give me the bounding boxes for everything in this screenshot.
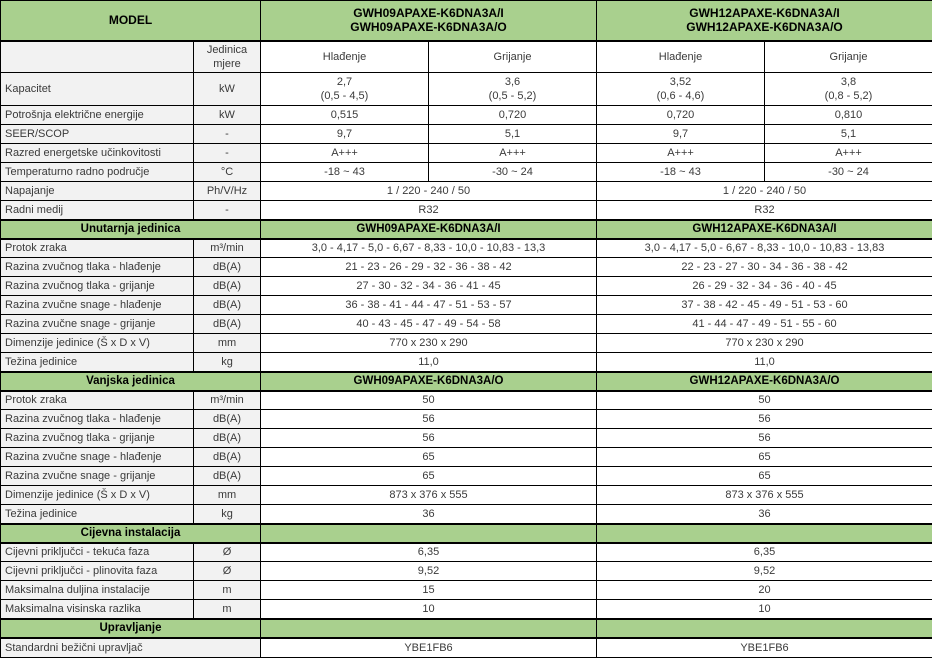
value-cell: 3,0 - 4,17 - 5,0 - 6,67 - 8,33 - 10,0 - 10,83 - 13,83 xyxy=(597,239,932,258)
value-cell: 65 xyxy=(597,448,932,467)
row-label: Razina zvučnog tlaka - grijanje xyxy=(1,277,194,296)
spec-row xyxy=(1,638,932,658)
spec-row xyxy=(1,391,932,410)
unit-cell: dB(A) xyxy=(194,429,261,448)
mode-header-row xyxy=(1,41,932,73)
unit-cell: kg xyxy=(194,505,261,524)
value-cell: 36 - 38 - 41 - 44 - 47 - 51 - 53 - 57 xyxy=(261,296,597,315)
unit-cell: m³/min xyxy=(194,391,261,410)
value-cell: A+++ xyxy=(765,144,932,163)
value-cell xyxy=(429,73,597,106)
spec-row xyxy=(1,296,932,315)
spec-row xyxy=(1,543,932,562)
row-label: Razina zvučne snage - hlađenje xyxy=(1,448,194,467)
unit-cell: dB(A) xyxy=(194,467,261,486)
section-label: Unutarnja jedinica xyxy=(1,220,261,239)
value-cell: 873 x 376 x 555 xyxy=(261,486,597,505)
section-model-title: GWH12APAXE-K6DNA3A/O xyxy=(597,372,932,391)
value-cell xyxy=(261,73,429,106)
spec-row xyxy=(1,505,932,524)
value-cell: 11,0 xyxy=(597,353,932,372)
value-cell: A+++ xyxy=(597,144,765,163)
section-row-outdoor xyxy=(1,372,932,391)
spec-row xyxy=(1,182,932,201)
spec-row xyxy=(1,353,932,372)
unit-cell: mm xyxy=(194,486,261,505)
unit-cell: - xyxy=(194,144,261,163)
row-label: Razina zvučne snage - grijanje xyxy=(1,315,194,334)
value-cell: 56 xyxy=(261,429,597,448)
row-label: Temperaturno radno područje xyxy=(1,163,194,182)
value-cell: A+++ xyxy=(429,144,597,163)
row-label: Napajanje xyxy=(1,182,194,201)
value-cell: 6,35 xyxy=(597,543,932,562)
value-cell: 40 - 43 - 45 - 47 - 49 - 54 - 58 xyxy=(261,315,597,334)
row-label: SEER/SCOP xyxy=(1,125,194,144)
value-cell: 50 xyxy=(261,391,597,410)
value-cell xyxy=(597,73,765,106)
unit-cell: Ph/V/Hz xyxy=(194,182,261,201)
row-label: Dimenzije jedinice (Š x D x V) xyxy=(1,334,194,353)
spec-row xyxy=(1,125,932,144)
value-cell: 9,52 xyxy=(261,562,597,581)
unit-cell: m xyxy=(194,600,261,619)
capacity-value: 3,52 xyxy=(599,75,762,89)
mode-cell: Hlađenje xyxy=(261,41,429,73)
row-label: Potrošnja električne energije xyxy=(1,106,194,125)
value-cell: 65 xyxy=(261,467,597,486)
value-cell: 770 x 230 x 290 xyxy=(261,334,597,353)
value-cell: 20 xyxy=(597,581,932,600)
unit-cell: - xyxy=(194,125,261,144)
value-cell: 1 / 220 - 240 / 50 xyxy=(261,182,597,201)
row-label: Radni medij xyxy=(1,201,194,220)
row-label: Maksimalna visinska razlika xyxy=(1,600,194,619)
mode-cell: Grijanje xyxy=(765,41,932,73)
unit-cell: Ø xyxy=(194,543,261,562)
value-cell: 0,810 xyxy=(765,106,932,125)
unit-cell: dB(A) xyxy=(194,277,261,296)
spec-row xyxy=(1,144,932,163)
row-label: Cijevni priključci - plinovita faza xyxy=(1,562,194,581)
value-cell: 22 - 23 - 27 - 30 - 34 - 36 - 38 - 42 xyxy=(597,258,932,277)
unit-cell: m³/min xyxy=(194,239,261,258)
spec-row xyxy=(1,334,932,353)
spec-row xyxy=(1,201,932,220)
value-cell: 770 x 230 x 290 xyxy=(597,334,932,353)
value-cell: A+++ xyxy=(261,144,429,163)
unit-cell: - xyxy=(194,201,261,220)
value-cell: 1 / 220 - 240 / 50 xyxy=(597,182,932,201)
value-cell: 0,720 xyxy=(429,106,597,125)
section-row-piping xyxy=(1,524,932,543)
value-cell: 26 - 29 - 32 - 34 - 36 - 40 - 45 xyxy=(597,277,932,296)
spec-row xyxy=(1,562,932,581)
value-cell: YBE1FB6 xyxy=(597,638,932,658)
capacity-range: (0,6 - 4,6) xyxy=(599,89,762,103)
value-cell: R32 xyxy=(597,201,932,220)
row-label: Razina zvučnog tlaka - hlađenje xyxy=(1,258,194,277)
unit-cell: m xyxy=(194,581,261,600)
value-cell: 27 - 30 - 32 - 34 - 36 - 41 - 45 xyxy=(261,277,597,296)
spec-row-capacity xyxy=(1,73,932,106)
value-cell xyxy=(765,73,932,106)
section-label: Cijevna instalacija xyxy=(1,524,261,543)
unit-cell: kW xyxy=(194,106,261,125)
unit-cell: Ø xyxy=(194,562,261,581)
row-label: Dimenzije jedinice (Š x D x V) xyxy=(1,486,194,505)
section-model-title: GWH09APAXE-K6DNA3A/O xyxy=(261,372,597,391)
section-label: Vanjska jedinica xyxy=(1,372,261,391)
unit-cell: mm xyxy=(194,334,261,353)
value-cell: 56 xyxy=(261,410,597,429)
value-cell: 21 - 23 - 26 - 29 - 32 - 36 - 38 - 42 xyxy=(261,258,597,277)
spec-row xyxy=(1,448,932,467)
unit-cell: dB(A) xyxy=(194,410,261,429)
value-cell: -30 ~ 24 xyxy=(765,163,932,182)
spec-row xyxy=(1,163,932,182)
value-cell: 56 xyxy=(597,429,932,448)
section-spacer-cell xyxy=(597,619,932,638)
row-label: Protok zraka xyxy=(1,391,194,410)
model-2-name-cell xyxy=(597,1,932,41)
row-label: Razina zvučne snage - hlađenje xyxy=(1,296,194,315)
unit-cell: dB(A) xyxy=(194,448,261,467)
value-cell: -18 ~ 43 xyxy=(597,163,765,182)
value-cell: 41 - 44 - 47 - 49 - 51 - 55 - 60 xyxy=(597,315,932,334)
section-label: Upravljanje xyxy=(1,619,261,638)
model-1-outdoor-name: GWH09APAXE-K6DNA3A/O xyxy=(263,20,594,34)
value-cell: 10 xyxy=(597,600,932,619)
section-spacer-cell xyxy=(261,619,597,638)
value-cell: 15 xyxy=(261,581,597,600)
value-cell: 873 x 376 x 555 xyxy=(597,486,932,505)
capacity-value: 3,8 xyxy=(767,75,930,89)
model-2-outdoor-name: GWH12APAXE-K6DNA3A/O xyxy=(599,20,930,34)
spec-row xyxy=(1,486,932,505)
value-cell: 9,7 xyxy=(597,125,765,144)
row-label: Razina zvučnog tlaka - grijanje xyxy=(1,429,194,448)
value-cell: 3,0 - 4,17 - 5,0 - 6,67 - 8,33 - 10,0 - 10,83 - 13,3 xyxy=(261,239,597,258)
model-1-name-cell xyxy=(261,1,597,41)
unit-cell: °C xyxy=(194,163,261,182)
row-label: Razina zvučne snage - grijanje xyxy=(1,467,194,486)
value-cell: -30 ~ 24 xyxy=(429,163,597,182)
row-label: Težina jedinice xyxy=(1,505,194,524)
spec-row xyxy=(1,239,932,258)
capacity-range: (0,8 - 5,2) xyxy=(767,89,930,103)
model-header-label: MODEL xyxy=(1,1,261,41)
unit-header-cell: Jedinica mjere xyxy=(194,41,261,73)
value-cell: 6,35 xyxy=(261,543,597,562)
value-cell: 11,0 xyxy=(261,353,597,372)
model-1-indoor-name: GWH09APAXE-K6DNA3A/I xyxy=(263,6,594,20)
value-cell: 10 xyxy=(261,600,597,619)
row-label: Standardni bežični upravljač xyxy=(1,638,261,658)
section-spacer-cell xyxy=(597,524,932,543)
row-label: Težina jedinice xyxy=(1,353,194,372)
value-cell: 36 xyxy=(261,505,597,524)
section-row-indoor xyxy=(1,220,932,239)
value-cell: -18 ~ 43 xyxy=(261,163,429,182)
unit-cell: dB(A) xyxy=(194,258,261,277)
spec-row xyxy=(1,410,932,429)
row-label: Razred energetske učinkovitosti xyxy=(1,144,194,163)
spec-row xyxy=(1,429,932,448)
spec-row xyxy=(1,581,932,600)
spec-row xyxy=(1,600,932,619)
value-cell: 65 xyxy=(261,448,597,467)
row-label: Cijevni priključci - tekuća faza xyxy=(1,543,194,562)
mode-cell: Hlađenje xyxy=(597,41,765,73)
row-label: Kapacitet xyxy=(1,73,194,106)
value-cell: 36 xyxy=(597,505,932,524)
mode-cell: Grijanje xyxy=(429,41,597,73)
value-cell: 37 - 38 - 42 - 45 - 49 - 51 - 53 - 60 xyxy=(597,296,932,315)
section-row-control xyxy=(1,619,932,638)
value-cell: 9,7 xyxy=(261,125,429,144)
section-model-title: GWH09APAXE-K6DNA3A/I xyxy=(261,220,597,239)
value-cell: 0,515 xyxy=(261,106,429,125)
empty-corner-cell xyxy=(1,41,194,73)
value-cell: 56 xyxy=(597,410,932,429)
row-label: Razina zvučnog tlaka - hlađenje xyxy=(1,410,194,429)
spec-row xyxy=(1,467,932,486)
unit-cell: dB(A) xyxy=(194,315,261,334)
capacity-value: 2,7 xyxy=(263,75,426,89)
spec-row xyxy=(1,258,932,277)
value-cell: YBE1FB6 xyxy=(261,638,597,658)
value-cell: R32 xyxy=(261,201,597,220)
value-cell: 5,1 xyxy=(765,125,932,144)
unit-cell: dB(A) xyxy=(194,296,261,315)
spec-row xyxy=(1,315,932,334)
section-model-title: GWH12APAXE-K6DNA3A/I xyxy=(597,220,932,239)
value-cell: 9,52 xyxy=(597,562,932,581)
row-label: Protok zraka xyxy=(1,239,194,258)
section-spacer-cell xyxy=(261,524,597,543)
model-header-row xyxy=(1,1,932,41)
unit-cell: kg xyxy=(194,353,261,372)
model-2-indoor-name: GWH12APAXE-K6DNA3A/I xyxy=(599,6,930,20)
value-cell: 65 xyxy=(597,467,932,486)
capacity-range: (0,5 - 5,2) xyxy=(431,89,594,103)
capacity-range: (0,5 - 4,5) xyxy=(263,89,426,103)
spec-row xyxy=(1,106,932,125)
row-label: Maksimalna duljina instalacije xyxy=(1,581,194,600)
value-cell: 50 xyxy=(597,391,932,410)
capacity-value: 3,6 xyxy=(431,75,594,89)
unit-cell: kW xyxy=(194,73,261,106)
spec-row xyxy=(1,277,932,296)
value-cell: 0,720 xyxy=(597,106,765,125)
value-cell: 5,1 xyxy=(429,125,597,144)
